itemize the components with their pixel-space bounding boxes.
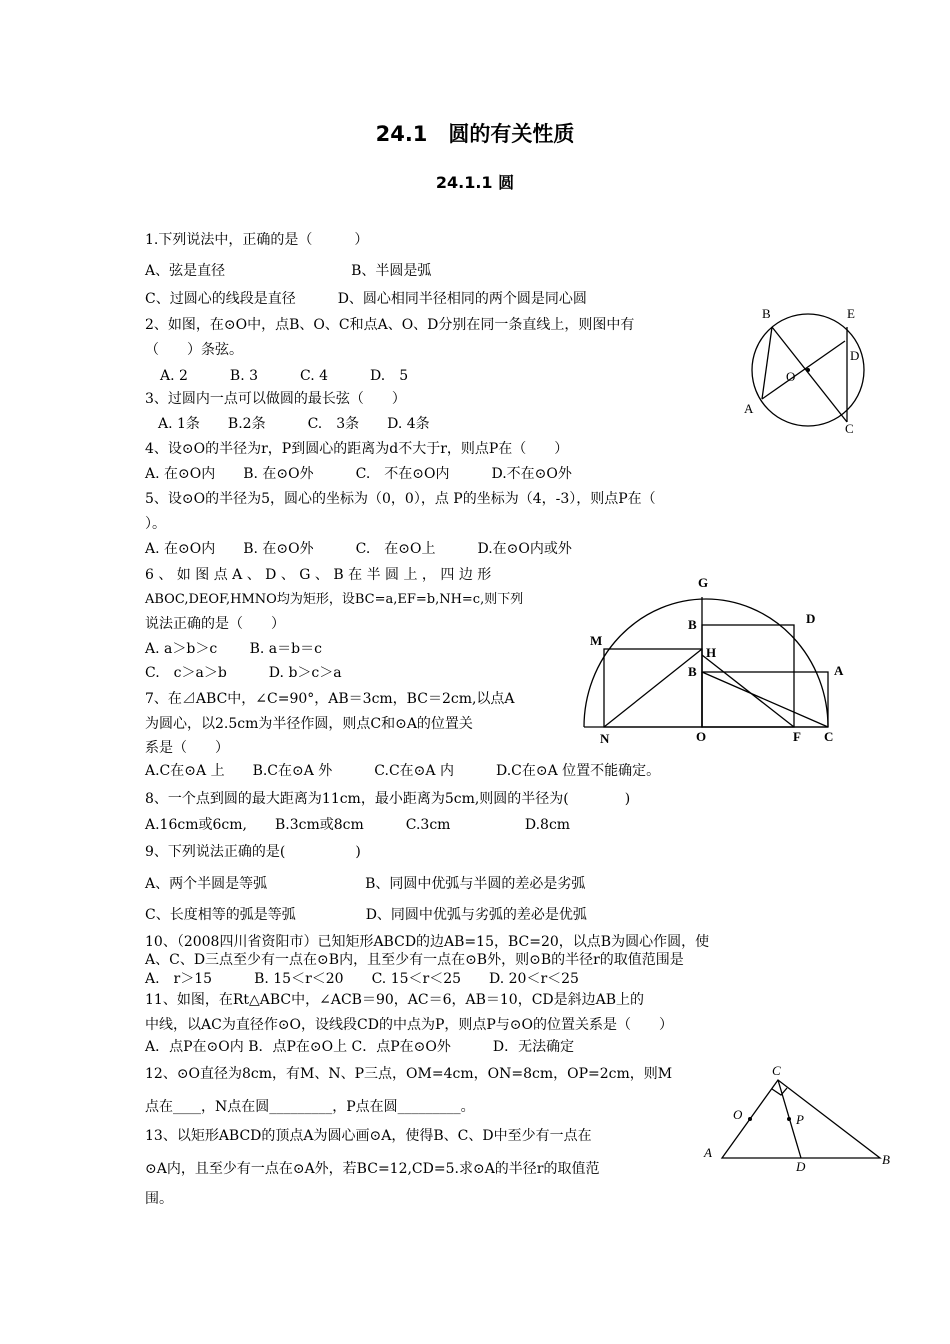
q11-stem-cont: 中线，以AC为直径作⊙O，设线段CD的中点为P，则点P与⊙O的位置关系是（ ）	[145, 1017, 674, 1033]
q7-options: A.C在⊙A 上 B.C在⊙A 外 C.C在⊙A 内 D.C在⊙A 位置不能确定。	[145, 763, 661, 779]
q10-stem-cont: A、C、D三点至少有一点在⊙B内，且至少有一点在⊙B外，则⊙B的半径r的取值范围是	[145, 952, 684, 968]
figure-circle-chords	[740, 300, 880, 440]
q9-options-cd: C、长度相等的弧是等弧 D、同圆中优弧与劣弧的差必是优弧	[145, 907, 587, 923]
q10-options: A. r＞15 B. 15＜r＜20 C. 15＜r＜25 D. 20＜r＜25	[145, 971, 579, 987]
fig2-label-b-lower: B	[688, 664, 697, 679]
figure-right-triangle	[700, 1060, 900, 1174]
q11-stem: 11、如图，在Rt△ABC中，∠ACB＝90，AC＝6，AB＝10，CD是斜边AB上的	[145, 992, 645, 1008]
q11-options: A．点P在⊙O内 B．点P在⊙O上 C．点P在⊙O外 D．无法确定	[145, 1039, 575, 1055]
fig2-label-g: G	[698, 575, 709, 590]
fig1-label-a: A	[744, 401, 754, 416]
fig2-label-c: C	[824, 729, 834, 744]
q6-options-ab: A. a＞b＞c B. a＝b＝c	[145, 641, 322, 657]
q6-options-cd: C. c＞a＞b D. b＞c＞a	[145, 665, 342, 681]
q5-stem-cont: ）。	[145, 516, 166, 532]
q5-options: A. 在⊙O内 B. 在⊙O外 C. 在⊙O上 D.在⊙O内或外	[145, 541, 572, 557]
fig2-label-h: H	[706, 645, 717, 660]
fig1-label-b: B	[762, 306, 771, 321]
q6-stem-cont: ABOC,DEOF,HMNO均为矩形，设BC=a,EF=b,NH=c,则下列	[145, 592, 524, 607]
figure-semicircle-rectangles	[580, 575, 850, 750]
fig3-label-c: C	[772, 1063, 781, 1078]
q4-options: A. 在⊙O内 B. 在⊙O外 C. 不在⊙O内 D.不在⊙O外	[145, 466, 572, 482]
q2-stem-cont: （ ）条弦。	[145, 342, 243, 358]
q4-stem: 4、设⊙O的半径为r，P到圆心的距离为d不大于r，则点P在（ ）	[145, 441, 569, 457]
q6-stem: 6 、 如 图 点 A 、 D 、 G 、 B 在 半 圆 上 ， 四 边 形	[145, 567, 492, 583]
q9-options-ab: A、两个半圆是等弧 B、同圆中优弧与半圆的差必是劣弧	[145, 876, 586, 892]
fig3-label-d: D	[796, 1159, 806, 1174]
q8-options: A.16cm或6cm, B.3cm或8cm C.3cm D.8cm	[145, 817, 571, 833]
q3-stem: 3、过圆内一点可以做圆的最长弦（ ）	[145, 391, 406, 407]
q7-stem-cont2: 系是（ ）	[145, 740, 229, 756]
q12-stem: 12、⊙O直径为8cm，有M、N、P三点，OM=4cm，ON=8cm，OP=2cm，则M	[145, 1066, 673, 1082]
fig3-label-a: A	[704, 1145, 712, 1160]
fig1-label-e: E	[847, 306, 855, 321]
fig1-label-d: D	[850, 348, 860, 363]
fig3-label-o: O	[733, 1107, 743, 1122]
q13-stem-cont2: 围。	[145, 1191, 173, 1207]
q7-stem-cont: 为圆心，以2.5cm为半径作圆，则点C和⊙A的位置关	[145, 716, 473, 732]
fig2-label-o: O	[696, 729, 707, 744]
page-subtitle: 24.1.1 圆	[435, 173, 515, 192]
q1-stem: 1.下列说法中，正确的是（ ）	[145, 232, 369, 248]
fig2-label-m: M	[590, 633, 603, 648]
q8-stem: 8、一个点到圆的最大距离为11cm，最小距离为5cm,则圆的半径为( )	[145, 791, 631, 807]
fig2-label-f: F	[793, 729, 801, 744]
fig1-label-c: C	[845, 421, 854, 436]
fig2-label-n: N	[600, 731, 610, 746]
q2-stem: 2、如图，在⊙O中，点B、O、C和点A、O、D分别在同一条直线上，则图中有	[145, 317, 635, 333]
fig3-label-b: B	[882, 1152, 890, 1167]
q2-options: A. 2 B. 3 C. 4 D. 5	[160, 368, 409, 384]
fig2-label-d: D	[806, 611, 816, 626]
fig2-label-b-upper: B	[688, 617, 697, 632]
q7-stem: 7、在⊿ABC中，∠C=90°，AB＝3cm，BC＝2cm,以点A	[145, 691, 515, 707]
q1-options-ab: A、弦是直径 B、半圆是弧	[145, 263, 432, 279]
fig1-label-o: O	[786, 369, 796, 384]
q1-options-cd: C、过圆心的线段是直径 D、圆心相同半径相同的两个圆是同心圆	[145, 291, 587, 307]
q5-stem: 5、设⊙O的半径为5，圆心的坐标为（0，0），点 P的坐标为（4，-3），则点P在（	[145, 491, 656, 507]
page-title: 24.1 圆的有关性质	[375, 122, 575, 146]
fig2-label-a: A	[834, 663, 844, 678]
fig3-label-p: P	[796, 1112, 804, 1127]
q12-blanks: 点在____，N点在圆_________，P点在圆_________。	[145, 1099, 475, 1115]
q9-stem: 9、下列说法正确的是( )	[145, 844, 361, 860]
q10-stem: 10、（2008四川省资阳市）已知矩形ABCD的边AB=15，BC=20，以点B为圆心作圆，使	[145, 934, 710, 950]
q13-stem: 13、以矩形ABCD的顶点A为圆心画⊙A，使得B、C、D中至少有一点在	[145, 1128, 592, 1144]
q6-stem-cont2: 说法正确的是（ ）	[145, 616, 285, 632]
q3-options: A. 1条 B.2条 C. 3条 D. 4条	[158, 416, 430, 432]
q13-stem-cont: ⊙A内，且至少有一点在⊙A外，若BC=12,CD=5.求⊙A的半径r的取值范	[145, 1161, 600, 1177]
